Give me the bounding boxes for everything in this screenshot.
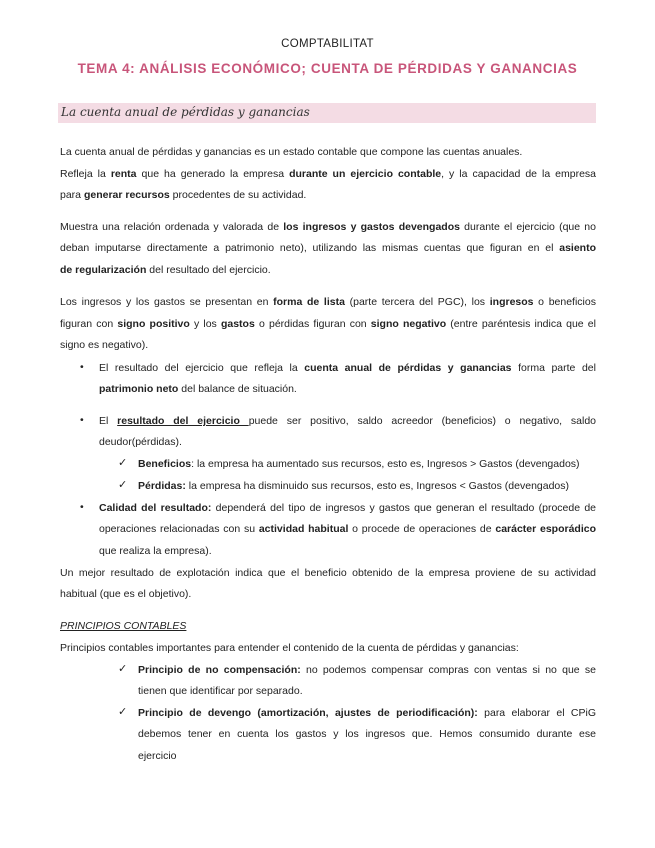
principles-heading: PRINCIPIOS CONTABLES <box>60 620 187 632</box>
bullet-marker: • <box>80 361 84 373</box>
principle-1-line-1: Principio de no compensación: no podemos compensar compras con ventas si no que se <box>138 664 596 676</box>
check-1-text: Beneficios: la empresa ha aumentado sus recursos, esto es, Ingresos > Gastos (devengados) <box>138 458 580 470</box>
p2-line-2: deban imputarse directamente a patrimonio neto), utilizando las mismas cuentas que figuran en el asiento <box>60 242 596 254</box>
p3-line-2: figuran con signo positivo y los gastos o pérdidas figuran con signo negativo (entre paréntesis indica que el <box>60 318 596 330</box>
course-header: COMPTABILITAT <box>281 38 374 50</box>
principle-1-line-2: tienen que identificar por separado. <box>138 685 303 697</box>
p4-line-2: habitual (que es el objetivo). <box>60 588 192 600</box>
bullet-2-line-1: El resultado del ejercicio puede ser positivo, saldo acreedor (beneficios) o negativo, saldo <box>99 415 596 427</box>
p3-line-1: Los ingresos y los gastos se presentan en forma de lista (parte tercera del PGC), los ingresos o beneficios <box>60 296 596 308</box>
section-heading: La cuenta anual de pérdidas y ganancias <box>61 105 310 119</box>
bullet-3-line-3: que realiza la empresa). <box>99 545 212 557</box>
bullet-marker: • <box>80 501 84 513</box>
bullet-1-line-2: patrimonio neto del balance de situación. <box>99 383 297 395</box>
principles-intro: Principios contables importantes para entender el contenido de la cuenta de pérdidas y ganancias: <box>60 642 519 654</box>
bullet-3-line-2: operaciones relacionadas con su actividad habitual o procede de operaciones de carácter esporádico <box>99 523 597 535</box>
check-icon: ✓ <box>118 457 128 469</box>
principle-2-line-2: debemos tener en cuenta los gastos y los ingresos que. Hemos consumido durante ese <box>138 728 596 740</box>
p1-line-2: Refleja la renta que ha generado la empresa durante un ejercicio contable, y la capacidad de la empresa <box>60 168 596 180</box>
p1-line-3: para generar recursos procedentes de su actividad. <box>60 189 307 201</box>
check-icon: ✓ <box>118 479 128 491</box>
check-icon: ✓ <box>118 663 128 675</box>
p3-line-3: signo es negativo). <box>60 339 149 351</box>
page-title: TEMA 4: ANÁLISIS ECONÓMICO; CUENTA DE PÉRDIDAS Y GANANCIAS <box>77 61 578 76</box>
check-icon: ✓ <box>118 706 128 718</box>
p2-line-3: de regularización del resultado del ejercicio. <box>60 264 271 276</box>
p1-line-1: La cuenta anual de pérdidas y ganancias es un estado contable que compone las cuentas anuales. <box>60 146 523 158</box>
principle-2-line-3: ejercicio <box>138 750 177 762</box>
bullet-1-line-1: El resultado del ejercicio que refleja la cuenta anual de pérdidas y ganancias forma parte del <box>99 362 596 374</box>
p4-line-1: Un mejor resultado de explotación indica que el beneficio obtenido de la empresa proviene de su actividad <box>60 567 596 579</box>
check-2-text: Pérdidas: la empresa ha disminuido sus recursos, esto es, Ingresos < Gastos (devengados) <box>138 480 570 492</box>
p2-line-1: Muestra una relación ordenada y valorada de los ingresos y gastos devengados durante el ejercicio (que no <box>60 221 596 233</box>
bullet-2-line-2: deudor(pérdidas). <box>99 436 182 448</box>
bullet-marker: • <box>80 414 84 426</box>
principle-2-line-1: Principio de devengo (amortización, ajustes de periodificación): para elaborar el CPiG <box>138 707 596 719</box>
section-heading-band <box>58 103 596 123</box>
bullet-3-line-1: Calidad del resultado: dependerá del tipo de ingresos y gastos que generan el resultado (procede de <box>99 502 597 514</box>
